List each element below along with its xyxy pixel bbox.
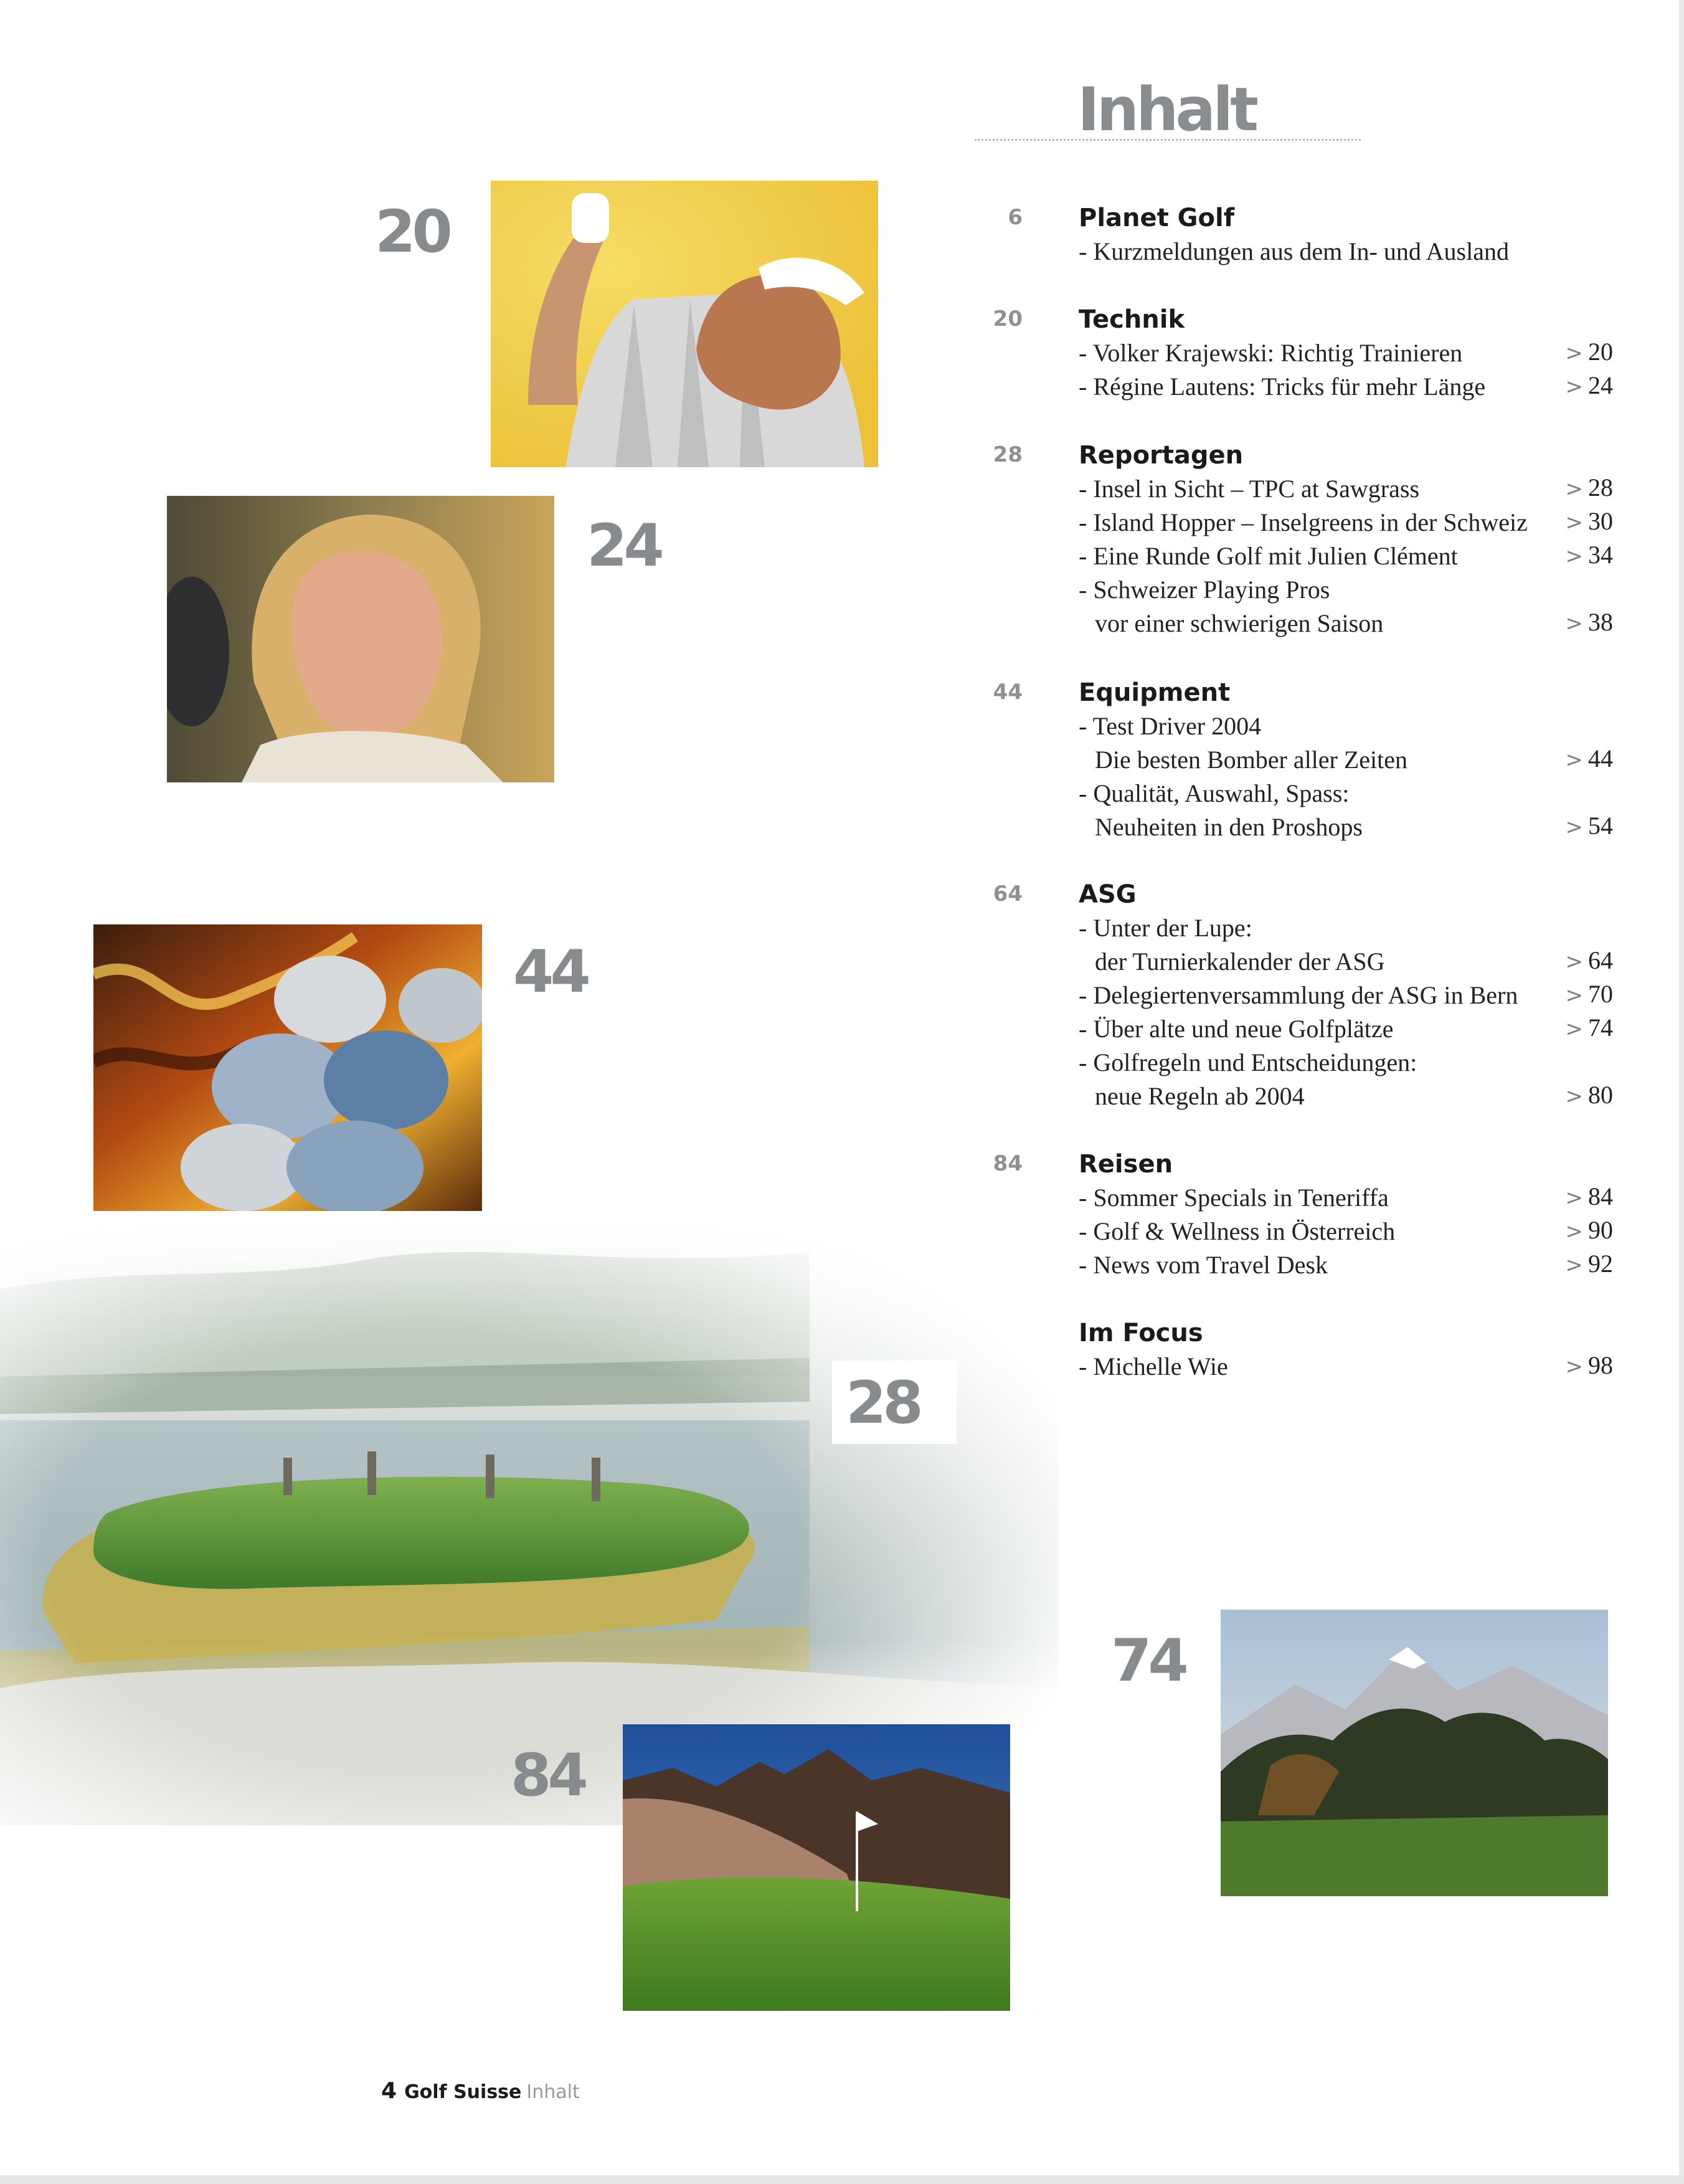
toc-entry-page-number: 30 — [1588, 507, 1613, 535]
toc-entry-text: - Unter der Lupe: — [1079, 914, 1252, 942]
toc-entry[interactable] — [1079, 1350, 1613, 1384]
toc-entry-text: - Kurzmeldungen aus dem In- und Ausland — [1079, 237, 1509, 265]
arrow-icon: > — [1565, 611, 1583, 636]
toc-entry[interactable] — [1079, 506, 1613, 539]
toc-entry-text: Neuheiten in den Proshops — [1095, 813, 1363, 841]
toc-entry-list — [1079, 1181, 1613, 1282]
arrow-icon: > — [1565, 748, 1583, 772]
page-footer — [381, 2078, 580, 2104]
toc-entry-text: - Golfregeln und Entscheidungen: — [1079, 1048, 1417, 1076]
toc-entry-text: - Michelle Wie — [1079, 1352, 1228, 1380]
toc-entry-page-number: 84 — [1588, 1182, 1613, 1210]
toc-entry-page-number: 24 — [1588, 371, 1613, 399]
toc-entry-page-number: 90 — [1588, 1216, 1613, 1244]
image-page-number-44: 44 — [513, 938, 587, 1006]
toc-section-title[interactable]: Reportagen — [1079, 441, 1244, 470]
arrow-icon: > — [1565, 949, 1583, 974]
toc-entry[interactable] — [1079, 777, 1613, 844]
toc-entry[interactable] — [1079, 539, 1613, 573]
toc-section-number: 6 — [1008, 205, 1023, 230]
toc-entry-page-ref — [1566, 505, 1614, 539]
arrow-icon: > — [1565, 510, 1583, 535]
toc-section-title[interactable]: ASG — [1079, 880, 1137, 909]
footer-page-number: 4 — [381, 2078, 397, 2104]
toc-entry-text: vor einer schwierigen Saison — [1095, 609, 1384, 637]
page-title: Inhalt — [1077, 75, 1256, 145]
toc-entry-page-number: 28 — [1588, 473, 1613, 501]
photo-woman-portrait — [167, 496, 554, 782]
photo-tenerife-course — [623, 1724, 1010, 2011]
toc-entry[interactable] — [1079, 1181, 1613, 1215]
toc-entry-text: - Island Hopper – Inselgreens in der Schweiz — [1079, 508, 1528, 536]
toc-entry-page-number: 44 — [1588, 744, 1613, 772]
toc-section-number: 28 — [993, 442, 1023, 467]
toc-entry-text: - Insel in Sicht – TPC at Sawgrass — [1079, 475, 1420, 503]
arrow-icon: > — [1565, 1185, 1583, 1210]
toc-entry-text: - Volker Krajewski: Richtig Trainieren — [1079, 339, 1463, 367]
toc-entry-page-ref — [1566, 335, 1614, 370]
toc-entry[interactable] — [1079, 1012, 1613, 1046]
image-page-number-24: 24 — [587, 512, 661, 580]
toc-entry-text: der Turnierkalender der ASG — [1095, 947, 1385, 976]
toc-entry[interactable] — [1079, 710, 1613, 777]
toc-entry-page-number: 74 — [1588, 1014, 1613, 1042]
toc-entry-text: - Schweizer Playing Pros — [1079, 576, 1330, 604]
photo-golf-clubs — [93, 924, 482, 1211]
image-page-number-84: 84 — [511, 1742, 585, 1810]
toc-entry[interactable] — [1079, 472, 1613, 506]
toc-entry-page-number: 38 — [1588, 608, 1613, 636]
toc-entry-page-ref — [1566, 1247, 1614, 1282]
toc-entry-page-number: 80 — [1588, 1081, 1613, 1109]
toc-section-title[interactable]: Reisen — [1079, 1150, 1173, 1179]
toc-entry[interactable] — [1079, 1248, 1613, 1282]
toc-entry-list — [1079, 1350, 1613, 1384]
toc-entry-page-number: 98 — [1588, 1351, 1613, 1379]
toc-entry-page-number: 20 — [1588, 338, 1613, 366]
toc-entry-page-ref — [1566, 944, 1614, 979]
toc-entry-page-ref — [1566, 471, 1614, 506]
toc-entry-page-ref — [1566, 369, 1614, 404]
toc-entry-list — [1079, 235, 1613, 268]
toc-entry-page-ref — [1566, 809, 1614, 844]
image-page-number-74: 74 — [1111, 1627, 1185, 1695]
toc-entry-page-ref — [1566, 742, 1614, 777]
toc-entry-text: - Test Driver 2004 — [1079, 712, 1262, 740]
photo-mountain-course — [1221, 1610, 1608, 1896]
toc-entry[interactable] — [1079, 573, 1613, 640]
arrow-icon: > — [1565, 815, 1583, 840]
toc-entry-page-ref — [1566, 977, 1614, 1012]
toc-section-title[interactable]: Im Focus — [1079, 1319, 1203, 1347]
toc-entry-page-ref — [1566, 1011, 1614, 1046]
toc-entry-text: neue Regeln ab 2004 — [1095, 1082, 1305, 1110]
image-page-number-28: 28 — [846, 1369, 920, 1437]
toc-entry-text: - Sommer Specials in Teneriffa — [1079, 1184, 1389, 1212]
toc-entry-page-number: 70 — [1588, 980, 1613, 1008]
toc-entry-text: - Qualität, Auswahl, Spass: — [1079, 779, 1350, 807]
table-of-contents — [972, 0, 1613, 1433]
toc-entry[interactable] — [1079, 336, 1613, 370]
toc-entry-list — [1079, 911, 1613, 1113]
toc-entry-text: - Golf & Wellness in Österreich — [1079, 1217, 1396, 1245]
toc-entry-text: - Über alte und neue Golfplätze — [1079, 1015, 1394, 1043]
toc-entry-page-ref — [1566, 1349, 1614, 1384]
toc-entry[interactable] — [1079, 1046, 1613, 1113]
toc-entry-page-number: 92 — [1588, 1250, 1613, 1278]
toc-entry-page-ref — [1566, 1180, 1614, 1215]
toc-entry-text: - Régine Lautens: Tricks für mehr Länge — [1079, 373, 1486, 401]
image-page-number-20: 20 — [375, 198, 449, 266]
toc-entry-page-number: 34 — [1588, 541, 1613, 569]
toc-entry[interactable] — [1079, 911, 1613, 979]
toc-entry-text: - News vom Travel Desk — [1079, 1251, 1328, 1279]
footer-section-name: Inhalt — [526, 2081, 580, 2103]
toc-entry[interactable] — [1079, 979, 1613, 1012]
toc-entry-text: - Delegiertenversammlung der ASG in Bern — [1079, 981, 1518, 1009]
arrow-icon: > — [1565, 1084, 1583, 1109]
toc-entry[interactable] — [1079, 370, 1613, 404]
toc-entry-page-ref — [1566, 1213, 1614, 1248]
toc-section-number: 84 — [993, 1151, 1023, 1176]
toc-entry-list — [1079, 472, 1613, 640]
photo-golfer-swing — [491, 181, 878, 467]
toc-section-title[interactable]: Planet Golf — [1079, 204, 1235, 232]
toc-section-title[interactable]: Technik — [1079, 305, 1185, 334]
arrow-icon: > — [1565, 544, 1583, 569]
arrow-icon: > — [1565, 374, 1583, 399]
arrow-icon: > — [1565, 1253, 1583, 1278]
arrow-icon: > — [1565, 477, 1583, 501]
toc-entry-text: - Eine Runde Golf mit Julien Clément — [1079, 542, 1458, 570]
toc-section-number: 64 — [993, 881, 1023, 906]
toc-section-title[interactable]: Equipment — [1079, 678, 1231, 707]
arrow-icon: > — [1565, 1354, 1583, 1379]
page-edge-bottom — [0, 2175, 1684, 2184]
toc-entry-page-number: 54 — [1588, 812, 1613, 840]
toc-section-number: 44 — [993, 680, 1023, 705]
arrow-icon: > — [1565, 983, 1583, 1008]
footer-magazine-name: Golf Suisse — [404, 2081, 522, 2103]
toc-section-number: 20 — [993, 306, 1023, 331]
toc-entry-page-ref — [1566, 605, 1614, 640]
toc-entry-page-number: 64 — [1588, 946, 1613, 974]
arrow-icon: > — [1565, 341, 1583, 366]
toc-entry[interactable] — [1079, 1215, 1613, 1248]
arrow-icon: > — [1565, 1017, 1583, 1042]
toc-entry-list — [1079, 336, 1613, 404]
toc-entry-text: Die besten Bomber aller Zeiten — [1095, 746, 1408, 774]
toc-entry-page-ref — [1566, 538, 1614, 573]
toc-entry-page-ref — [1566, 1078, 1614, 1113]
arrow-icon: > — [1565, 1219, 1583, 1244]
toc-entry[interactable] — [1079, 235, 1613, 268]
toc-entry-list — [1079, 710, 1613, 844]
page-edge — [1679, 0, 1684, 2184]
